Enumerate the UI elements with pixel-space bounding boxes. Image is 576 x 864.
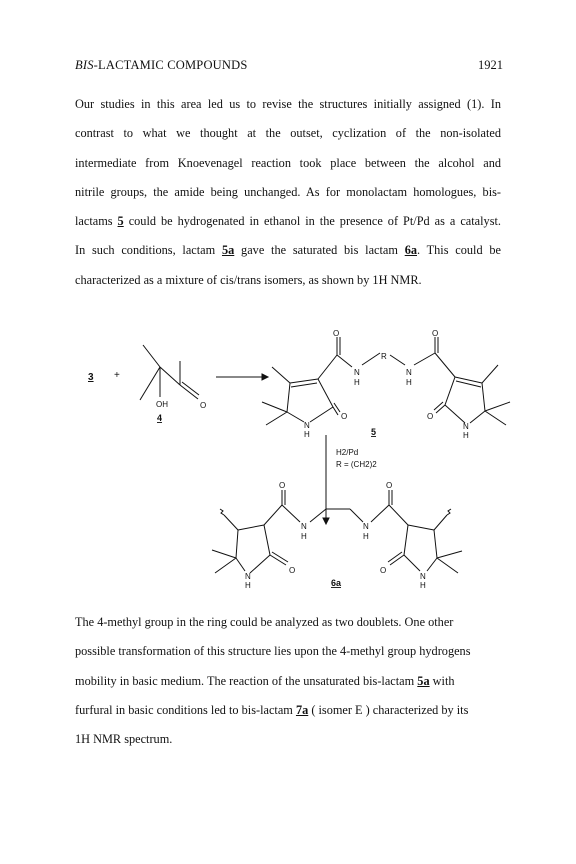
paragraph-1 <box>75 90 501 295</box>
conditions-r-group: R = (CH2)2 <box>336 460 377 469</box>
conditions-catalyst: H2/Pd <box>336 448 359 457</box>
label-3: 3 <box>88 372 94 383</box>
atom-H: H <box>245 581 251 590</box>
p2-line-1: The 4-methyl group in the ring could be analyzed as two doublets. One other <box>75 615 454 629</box>
p2-l3-pre: mobility in basic medium. The reaction of the unsaturated bis-lactam <box>75 673 418 688</box>
header-title: -LACTAMIC COMPOUNDS <box>93 58 248 72</box>
atom-H: H <box>463 431 469 440</box>
atom-O: O <box>279 481 286 490</box>
atom-O: O <box>200 401 207 410</box>
p1-line-6 <box>75 236 501 265</box>
atom-N: N <box>406 368 412 377</box>
atom-N: N <box>245 572 251 581</box>
p1-line-4: nitrile groups, the amide being unchanged. As for monolactam homologues, bis- <box>75 184 501 199</box>
compound-5-structure <box>262 337 510 425</box>
atom-H: H <box>420 581 426 590</box>
p2-line-2: possible transformation of this structure lies upon the 4-methyl group hydrogens <box>75 644 471 659</box>
p2-line-5: 1H NMR spectrum. <box>75 732 173 747</box>
compound-ref: 5a <box>417 673 430 688</box>
plus-sign: + <box>114 370 120 381</box>
p1-line-2: contrast to what we thought at the outset, cyclization of the non-isolated <box>75 126 501 141</box>
p2-line-4 <box>75 696 501 725</box>
atom-N: N <box>354 368 360 377</box>
page-number: 1921 <box>478 58 503 72</box>
p2-l4-post: ( isomer E ) characterized by its <box>308 702 469 717</box>
compound-ref: 7a <box>295 702 309 717</box>
atom-H: H <box>363 532 369 541</box>
compound-4-structure <box>140 345 199 400</box>
atom-O: O <box>427 412 434 421</box>
atom-N: N <box>304 421 310 430</box>
running-header <box>75 58 248 73</box>
paragraph-2 <box>75 608 501 754</box>
atom-H: H <box>304 430 310 439</box>
compound-ref: 5 <box>117 214 124 229</box>
p1-l5-post: could be hydrogenated in ethanol in the presence of Pt/Pd as a catalyst. <box>123 214 501 229</box>
compound-ref: 5a <box>221 243 235 258</box>
atom-H: H <box>406 378 412 387</box>
p2-l4-pre: furfural in basic conditions led to bis-lactam <box>75 702 296 717</box>
reaction-arrow <box>216 374 268 380</box>
p1-line-1: Our studies in this area led us to revise the structures initially assigned (1). In <box>75 97 501 111</box>
reaction-scheme <box>0 315 576 600</box>
atom-N: N <box>301 522 307 531</box>
atom-O: O <box>333 329 340 338</box>
header-italic: BIS <box>75 58 94 72</box>
atom-N: N <box>363 522 369 531</box>
p1-l6-mid: gave the saturated bis lactam <box>234 243 405 258</box>
compound-ref: 6a <box>404 243 417 258</box>
atom-O: O <box>289 566 296 575</box>
atom-H: H <box>354 378 360 387</box>
label-5: 5 <box>371 427 377 437</box>
p1-l5-pre: lactams <box>75 214 118 229</box>
atom-O: O <box>341 412 348 421</box>
hydroxyl-label: OH <box>156 400 168 409</box>
p2-l3-post: with <box>429 673 455 688</box>
p1-l6-pre: In such conditions, lactam <box>75 243 222 258</box>
atom-N: N <box>463 422 469 431</box>
atom-O: O <box>432 329 439 338</box>
p2-line-3 <box>75 667 501 696</box>
p1-l6-post: . This could be <box>417 243 501 258</box>
label-6a: 6a <box>331 578 342 588</box>
p1-line-3: intermediate from Knoevenagel reaction took place between the alcohol and <box>75 155 501 170</box>
p1-line-7: characterized as a mixture of cis/trans isomers, as shown by 1H NMR. <box>75 272 422 287</box>
atom-N: N <box>420 572 426 581</box>
compound-6a-structure <box>212 490 462 573</box>
label-4: 4 <box>157 413 163 423</box>
atom-O: O <box>380 566 387 575</box>
atom-H: H <box>301 532 307 541</box>
p1-line-5 <box>75 207 501 236</box>
atom-R: R <box>381 352 387 361</box>
atom-O: O <box>386 481 393 490</box>
